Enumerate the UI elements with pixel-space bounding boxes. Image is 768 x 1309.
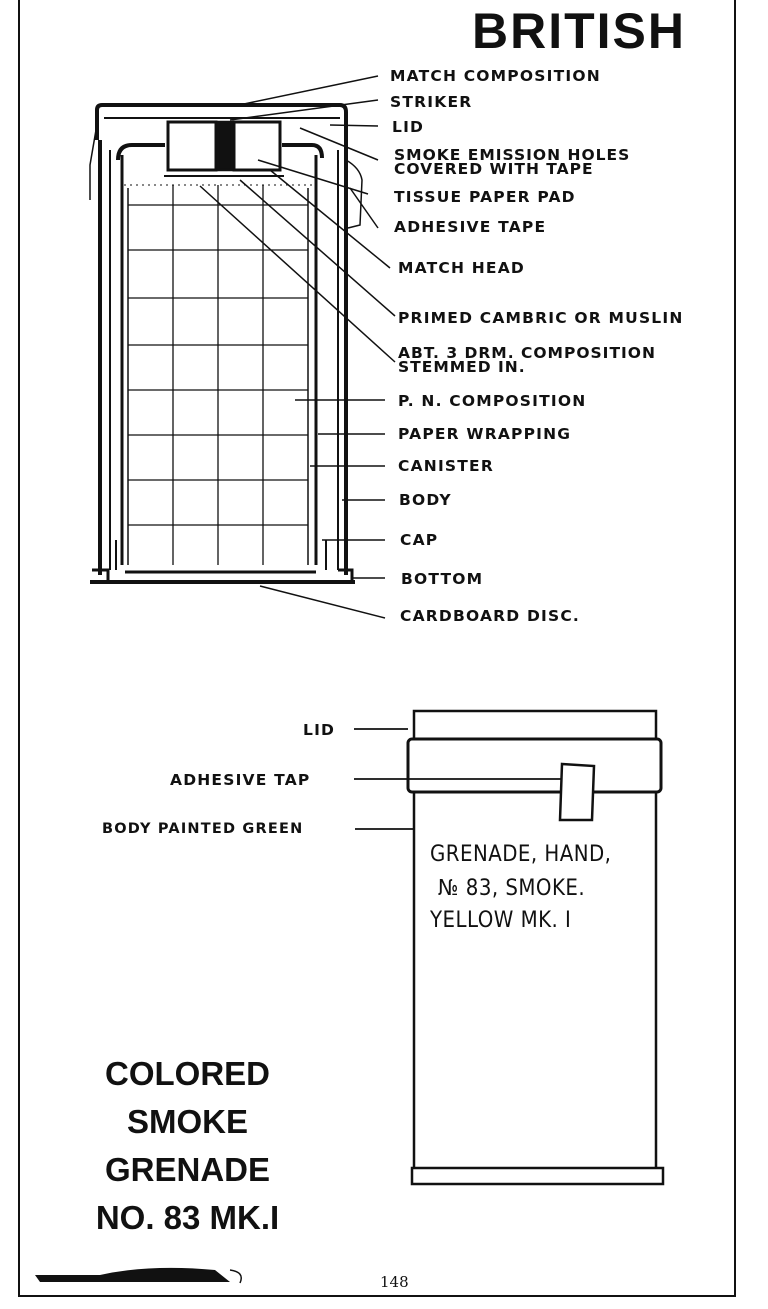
label-exterior-body: BODY PAINTED GREEN (102, 821, 304, 837)
section-view (90, 105, 362, 582)
body-marking-line2: № 83, SMOKE. (438, 876, 586, 901)
label-lid: LID (392, 118, 425, 136)
body-marking-line1: GRENADE, HAND, (430, 842, 612, 867)
caption-line4: NO. 83 MK.I (95, 1199, 280, 1236)
page-title: BRITISH (472, 3, 686, 59)
label-primed-cambric: PRIMED CAMBRIC OR MUSLIN (398, 309, 684, 327)
label-canister: CANISTER (398, 457, 494, 475)
label-abt-composition: ABT. 3 DRM. COMPOSITION (398, 344, 656, 362)
label-tissue-paper-pad: TISSUE PAPER PAD (394, 188, 576, 206)
label-match-composition: MATCH COMPOSITION (390, 67, 601, 85)
caption-line3: GRENADE (104, 1151, 271, 1188)
label-stemmed-in: STEMMED IN. (398, 358, 526, 376)
caption-line2: SMOKE (126, 1103, 248, 1140)
caption-line1: COLORED (105, 1055, 270, 1092)
label-smoke-emission-holes: SMOKE EMISSION HOLES (394, 146, 631, 164)
page-number: 148 (380, 1273, 409, 1291)
label-exterior-tape: ADHESIVE TAP (170, 771, 311, 789)
label-cap: CAP (400, 531, 439, 549)
label-body: BODY (399, 491, 452, 509)
label-pn-composition: P. N. COMPOSITION (398, 392, 587, 410)
label-exterior-lid: LID (303, 721, 336, 739)
label-bottom: BOTTOM (401, 570, 484, 588)
body-marking-line3: YELLOW MK. I (430, 908, 572, 933)
label-adhesive-tape: ADHESIVE TAPE (394, 218, 547, 236)
label-paper-wrapping: PAPER WRAPPING (398, 425, 572, 443)
label-match-head: MATCH HEAD (398, 259, 525, 277)
exterior-view (408, 711, 663, 1184)
label-covered-with-tape: COVERED WITH TAPE (394, 160, 594, 178)
label-cardboard-disc: CARDBOARD DISC. (400, 607, 581, 625)
grenade-caption (60, 1050, 315, 1242)
redaction-mark (35, 1268, 241, 1283)
label-striker: STRIKER (390, 93, 473, 111)
